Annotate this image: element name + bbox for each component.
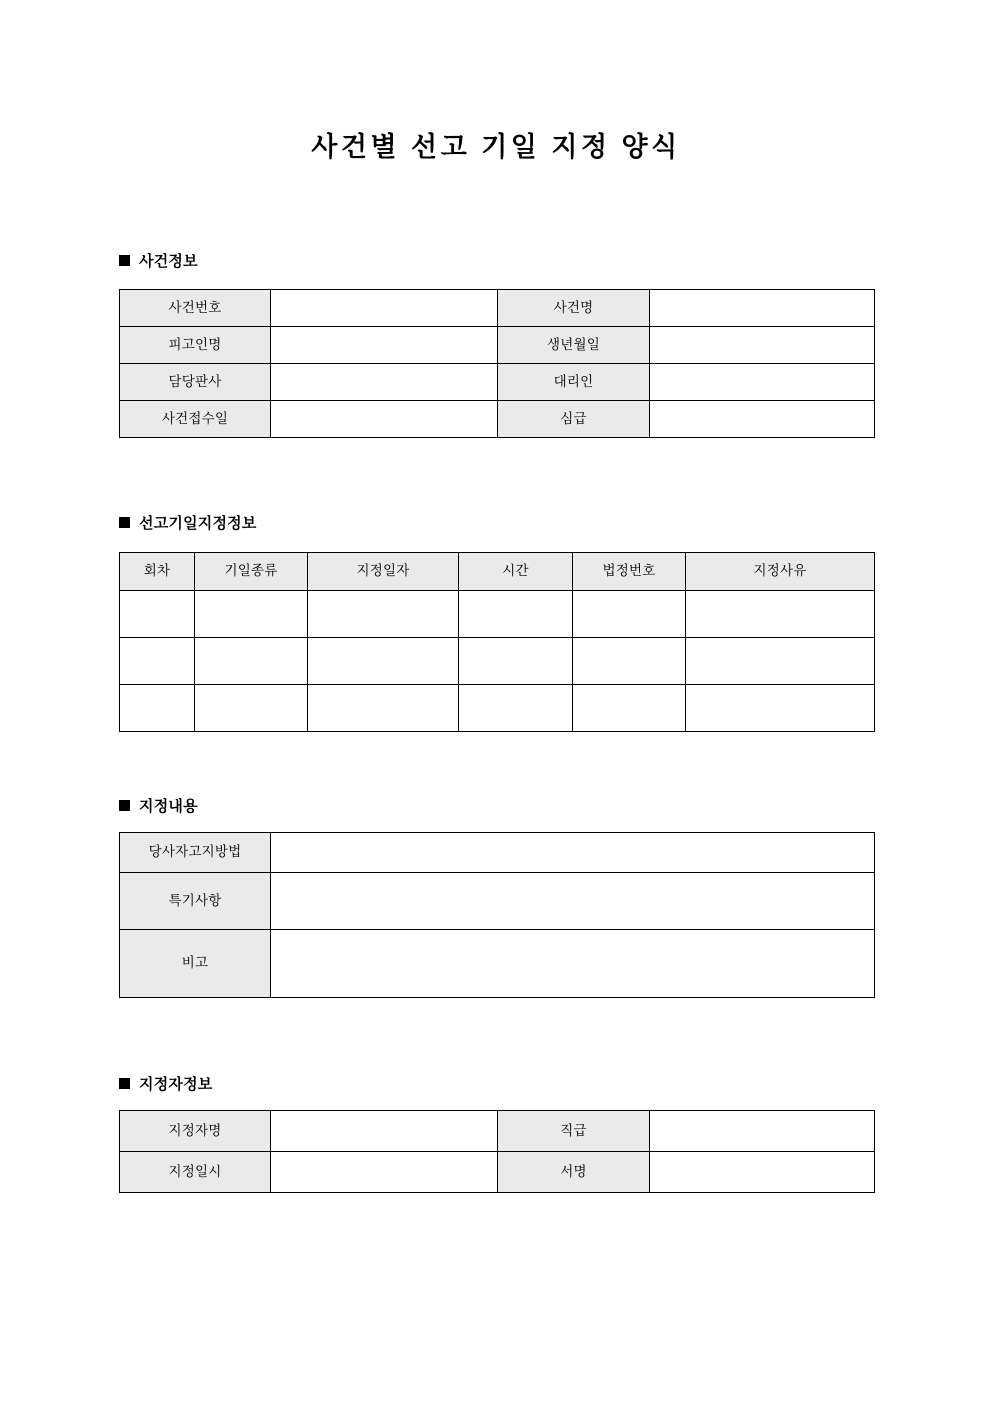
- cell-designation-reason[interactable]: [686, 638, 875, 685]
- section-heading-schedule: [119, 512, 257, 533]
- field-value-filing-date[interactable]: [271, 401, 498, 438]
- column-header-sequence: 회차: [120, 553, 195, 591]
- cell-time[interactable]: [459, 591, 573, 638]
- field-label-designator-name: 지정자명: [120, 1111, 271, 1152]
- field-value-birth-date[interactable]: [650, 327, 875, 364]
- table-row: [120, 364, 875, 401]
- schedule-table: [119, 552, 875, 732]
- table-row: [120, 290, 875, 327]
- cell-time[interactable]: [459, 685, 573, 732]
- filled-square-bullet-icon: [119, 255, 130, 266]
- field-label-signature: 서명: [498, 1152, 650, 1193]
- cell-designation-reason[interactable]: [686, 591, 875, 638]
- section-heading-label: 사건정보: [139, 253, 198, 270]
- table-row: [120, 401, 875, 438]
- cell-sequence[interactable]: [120, 638, 195, 685]
- cell-designated-date[interactable]: [308, 638, 459, 685]
- field-label-instance-level: 심급: [498, 401, 650, 438]
- table-row: [120, 591, 875, 638]
- field-value-special-notes[interactable]: [271, 873, 875, 930]
- field-label-birth-date: 생년월일: [498, 327, 650, 364]
- filled-square-bullet-icon: [119, 800, 130, 811]
- designator-info-table: [119, 1110, 875, 1193]
- field-label-filing-date: 사건접수일: [120, 401, 271, 438]
- designation-content-table: [119, 832, 875, 998]
- field-label-presiding-judge: 담당판사: [120, 364, 271, 401]
- field-value-case-number[interactable]: [271, 290, 498, 327]
- field-value-agent[interactable]: [650, 364, 875, 401]
- cell-sequence[interactable]: [120, 591, 195, 638]
- table-row: [120, 930, 875, 998]
- column-header-time: 시간: [459, 553, 573, 591]
- cell-hearing-type[interactable]: [195, 685, 308, 732]
- cell-hearing-type[interactable]: [195, 591, 308, 638]
- field-value-presiding-judge[interactable]: [271, 364, 498, 401]
- table-row: [120, 638, 875, 685]
- field-value-case-name[interactable]: [650, 290, 875, 327]
- field-value-rank[interactable]: [650, 1111, 875, 1152]
- column-header-designated-date: 지정일자: [308, 553, 459, 591]
- section-heading-label: 지정내용: [139, 798, 198, 815]
- field-value-signature[interactable]: [650, 1152, 875, 1193]
- cell-courtroom-number[interactable]: [573, 591, 686, 638]
- field-value-defendant-name[interactable]: [271, 327, 498, 364]
- field-value-party-notification-method[interactable]: [271, 833, 875, 873]
- section-heading-label: 선고기일지정정보: [139, 515, 257, 532]
- cell-designation-reason[interactable]: [686, 685, 875, 732]
- section-heading-content: [119, 795, 198, 816]
- cell-time[interactable]: [459, 638, 573, 685]
- field-label-designation-datetime: 지정일시: [120, 1152, 271, 1193]
- table-row: [120, 1152, 875, 1193]
- field-value-instance-level[interactable]: [650, 401, 875, 438]
- field-label-remarks: 비고: [120, 930, 271, 998]
- column-header-designation-reason: 지정사유: [686, 553, 875, 591]
- table-row: [120, 327, 875, 364]
- cell-courtroom-number[interactable]: [573, 638, 686, 685]
- field-label-case-name: 사건명: [498, 290, 650, 327]
- field-value-remarks[interactable]: [271, 930, 875, 998]
- field-label-party-notification-method: 당사자고지방법: [120, 833, 271, 873]
- table-row: [120, 685, 875, 732]
- section-heading-case-info: [119, 250, 198, 271]
- field-label-defendant-name: 피고인명: [120, 327, 271, 364]
- table-header-row: [120, 553, 875, 591]
- section-heading-designator: [119, 1073, 212, 1094]
- field-label-agent: 대리인: [498, 364, 650, 401]
- case-info-table: [119, 289, 875, 438]
- column-header-courtroom-number: 법정번호: [573, 553, 686, 591]
- page-title: 사건별 선고 기일 지정 양식: [311, 132, 681, 162]
- column-header-hearing-type: 기일종류: [195, 553, 308, 591]
- section-heading-label: 지정자정보: [139, 1076, 213, 1093]
- filled-square-bullet-icon: [119, 517, 130, 528]
- field-label-case-number: 사건번호: [120, 290, 271, 327]
- table-row: [120, 1111, 875, 1152]
- cell-designated-date[interactable]: [308, 685, 459, 732]
- field-label-special-notes: 특기사항: [120, 873, 271, 930]
- field-label-rank: 직급: [498, 1111, 650, 1152]
- cell-courtroom-number[interactable]: [573, 685, 686, 732]
- cell-hearing-type[interactable]: [195, 638, 308, 685]
- table-row: [120, 833, 875, 873]
- table-row: [120, 873, 875, 930]
- cell-sequence[interactable]: [120, 685, 195, 732]
- cell-designated-date[interactable]: [308, 591, 459, 638]
- field-value-designation-datetime[interactable]: [271, 1152, 498, 1193]
- filled-square-bullet-icon: [119, 1078, 130, 1089]
- field-value-designator-name[interactable]: [271, 1111, 498, 1152]
